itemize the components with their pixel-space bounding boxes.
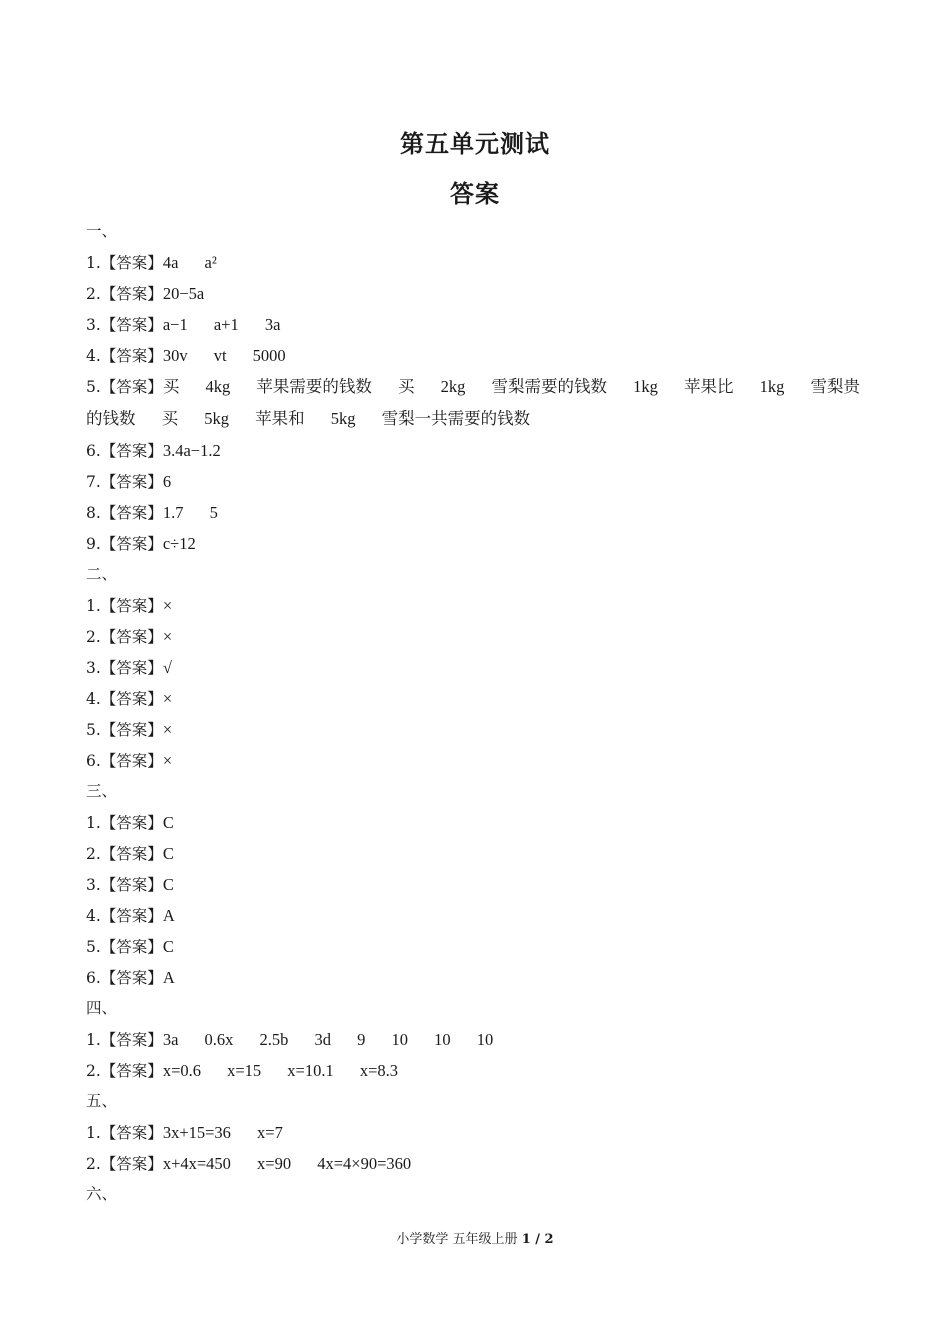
answer-item (86, 807, 876, 838)
section-heading: 三、 (86, 782, 118, 800)
answer-text: C (162, 844, 174, 863)
item-number: 2. (86, 628, 101, 646)
item-number: 3. (86, 659, 101, 677)
answer-item (86, 340, 876, 371)
item-number: 4. (86, 347, 101, 365)
section-heading: 五、 (86, 1092, 118, 1110)
item-number: 4. (86, 690, 101, 708)
item-number: 3. (86, 876, 101, 894)
answer-text: × (162, 689, 173, 708)
answer-tag: 【答案】 (100, 1155, 163, 1173)
answer-item (86, 435, 876, 466)
item-number: 1. (86, 597, 101, 615)
answer-tag: 【答案】 (100, 628, 163, 646)
answer-text: 30v vt 5000 (162, 346, 286, 365)
answer-tag: 【答案】 (100, 1124, 163, 1142)
answer-item (86, 714, 876, 745)
item-number: 2. (86, 285, 101, 303)
footer-subject: 小学数学 五年级上册 (396, 1232, 518, 1247)
answer-item (86, 528, 876, 559)
item-number: 2. (86, 1155, 101, 1173)
answer-tag: 【答案】 (100, 1062, 163, 1080)
answer-text: 1.7 5 (162, 503, 218, 522)
answer-tag: 【答案】 (100, 597, 163, 615)
answer-text: x+4x=450 x=90 4x=4×90=360 (162, 1154, 412, 1173)
answer-tag: 【答案】 (100, 535, 163, 553)
item-number: 3. (86, 316, 101, 334)
answer-text: A (162, 906, 175, 925)
item-number: 1. (86, 814, 101, 832)
answer-text: c÷12 (162, 534, 196, 553)
item-number: 5. (86, 378, 101, 396)
answer-item (86, 869, 876, 900)
answer-text: × (162, 720, 173, 739)
answer-text: × (162, 596, 173, 615)
answer-item (86, 1117, 876, 1148)
answer-tag: 【答案】 (100, 969, 163, 987)
answer-item (86, 590, 876, 621)
answer-tag: 【答案】 (100, 876, 163, 894)
footer-page-number: 1 / 2 (521, 1232, 554, 1247)
answer-tag: 【答案】 (100, 1031, 163, 1049)
answer-tag: 【答案】 (100, 504, 163, 522)
answer-tag: 【答案】 (100, 347, 163, 365)
answer-item (86, 621, 876, 652)
answer-text: √ (162, 658, 172, 677)
answer-item (86, 931, 876, 962)
item-number: 1. (86, 1031, 101, 1049)
answer-tag: 【答案】 (100, 254, 163, 272)
answer-tag: 【答案】 (100, 473, 163, 491)
answer-text: 买 4kg 苹果需要的钱数 买 2kg 雪梨需要的钱数 1kg 苹果比 1kg 雪梨贵的钱数 买 5kg 苹果和 5kg 雪梨一共需要的钱数 (86, 377, 860, 428)
answer-tag: 【答案】 (100, 690, 163, 708)
answer-text: × (162, 751, 173, 770)
answer-tag: 【答案】 (100, 721, 163, 739)
answer-item (86, 838, 876, 869)
item-number: 2. (86, 1062, 101, 1080)
item-number: 5. (86, 721, 101, 739)
section-heading: 二、 (86, 565, 118, 583)
answer-tag: 【答案】 (100, 442, 163, 460)
answer-text: C (162, 937, 174, 956)
page-title: 第五单元测试 (400, 130, 550, 158)
answer-item (86, 247, 876, 278)
answer-text: × (162, 627, 173, 646)
answer-text: 4a a² (162, 253, 217, 272)
answer-tag: 【答案】 (100, 907, 163, 925)
item-number: 8. (86, 504, 101, 522)
answer-tag: 【答案】 (100, 814, 163, 832)
answer-tag: 【答案】 (100, 659, 163, 677)
answer-text: 3a 0.6x 2.5b 3d 9 10 10 10 (162, 1030, 494, 1049)
answer-item (86, 497, 876, 528)
item-number: 1. (86, 1124, 101, 1142)
item-number: 6. (86, 442, 101, 460)
item-number: 9. (86, 535, 101, 553)
page-footer (0, 1228, 950, 1247)
item-number: 2. (86, 845, 101, 863)
answer-text: C (162, 813, 174, 832)
section-heading: 四、 (86, 999, 118, 1017)
item-number: 6. (86, 969, 101, 987)
section-heading: 一、 (86, 222, 118, 240)
answer-tag: 【答案】 (100, 316, 163, 334)
answer-item (86, 683, 876, 714)
item-number: 4. (86, 907, 101, 925)
item-number: 5. (86, 938, 101, 956)
item-number: 1. (86, 254, 101, 272)
answer-text: 6 (162, 472, 172, 491)
item-number: 7. (86, 473, 101, 491)
answer-text: 3.4a−1.2 (162, 441, 221, 460)
answer-tag: 【答案】 (100, 285, 163, 303)
answer-item (86, 1055, 876, 1086)
answer-item (86, 466, 876, 497)
answer-text: x=0.6 x=15 x=10.1 x=8.3 (162, 1061, 399, 1080)
answer-text: C (162, 875, 174, 894)
answer-item (86, 371, 876, 435)
item-number: 6. (86, 752, 101, 770)
answer-text: 3x+15=36 x=7 (162, 1123, 283, 1142)
answer-item (86, 1024, 876, 1055)
answer-text: a−1 a+1 3a (162, 315, 281, 334)
answer-item (86, 745, 876, 776)
answer-item (86, 962, 876, 993)
page-subtitle: 答案 (450, 180, 500, 208)
answer-list (86, 216, 876, 1210)
answer-item (86, 900, 876, 931)
answer-tag: 【答案】 (100, 752, 163, 770)
answer-text: 20−5a (162, 284, 205, 303)
answer-text: A (162, 968, 175, 987)
answer-item (86, 278, 876, 309)
answer-item (86, 652, 876, 683)
answer-item (86, 309, 876, 340)
section-heading: 六、 (86, 1185, 118, 1203)
answer-tag: 【答案】 (100, 845, 163, 863)
answer-tag: 【答案】 (100, 938, 163, 956)
answer-tag: 【答案】 (100, 378, 163, 396)
answer-item (86, 1148, 876, 1179)
